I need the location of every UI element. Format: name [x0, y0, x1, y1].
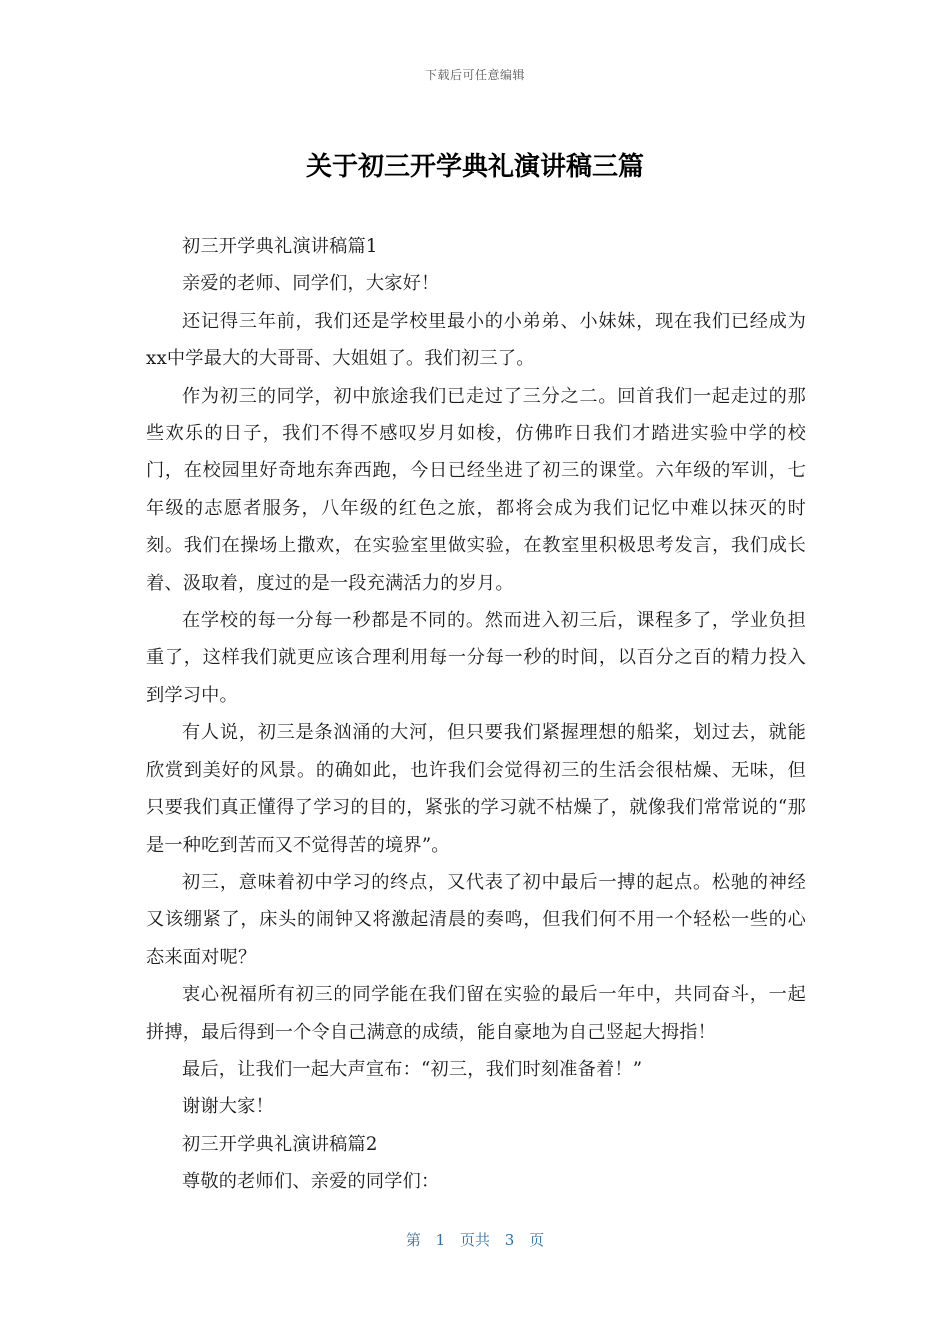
body-paragraph: 还记得三年前，我们还是学校里最小的小弟弟、小妹妹，现在我们已经成为xx中学最大的大哥哥、大姐姐了。我们初三了。 — [146, 310, 806, 370]
document-body — [146, 228, 806, 1201]
document-title: 关于初三开学典礼演讲稿三篇 — [305, 152, 644, 182]
page-number-footer: 第 1 页共 3 页 — [405, 1231, 545, 1249]
greeting-paragraph: 亲爱的老师、同学们，大家好！ — [182, 273, 440, 295]
header-note: 下载后可任意编辑 — [424, 68, 525, 82]
body-paragraph: 衷心祝福所有初三的同学能在我们留在实验的最后一年中，共同奋斗，一起拼搏，最后得到一个令自己满意的成绩，能自豪地为自己竖起大拇指！ — [146, 984, 806, 1043]
body-paragraph: 在学校的每一分每一秒都是不同的。然而进入初三后，课程多了，学业负担重了，这样我们就更应该合理利用每一分每一秒的时间，以百分之百的精力投入到学习中。 — [146, 610, 806, 706]
greeting-paragraph: 尊敬的老师们、亲爱的同学们： — [182, 1171, 440, 1193]
section-heading-1: 初三开学典礼演讲稿篇1 — [182, 236, 378, 257]
body-paragraph: 有人说，初三是条汹涌的大河，但只要我们紧握理想的船桨，划过去，就能欣赏到美好的风景。的确如此，也许我们会觉得初三的生活会很枯燥、无味，但只要我们真正懂得了学习的目的，紧张的学习就不枯燥了，就像我们常常说的“那是一种吃到苦而又不觉得苦的境界”。 — [146, 722, 806, 856]
closing-paragraph: 谢谢大家！ — [182, 1096, 274, 1118]
section-heading-2: 初三开学典礼演讲稿篇2 — [182, 1133, 378, 1155]
body-paragraph: 作为初三的同学，初中旅途我们已走过了三分之二。回首我们一起走过的那些欢乐的日子，我们不得不感叹岁月如梭，仿佛昨日我们才踏进实验中学的校门，在校园里好奇地东奔西跑，今日已经坐进了初三的课堂。六年级的军训，七年级的志愿者服务，八年级的红色之旅，都将会成为我们记忆中难以抹灭的时刻。我们在操场上撒欢，在实验室里做实验，在教室里积极思考发言，我们成长着、汲取着，度过的是一段充满活力的岁月。 — [146, 385, 806, 594]
body-paragraph: 最后，让我们一起大声宣布：“初三，我们时刻准备着！” — [182, 1058, 643, 1080]
body-paragraph: 初三，意味着初中学习的终点，又代表了初中最后一搏的起点。松驰的神经又该绷紧了，床头的闹钟又将激起清晨的奏鸣，但我们何不用一个轻松一些的心态来面对呢？ — [146, 871, 806, 968]
